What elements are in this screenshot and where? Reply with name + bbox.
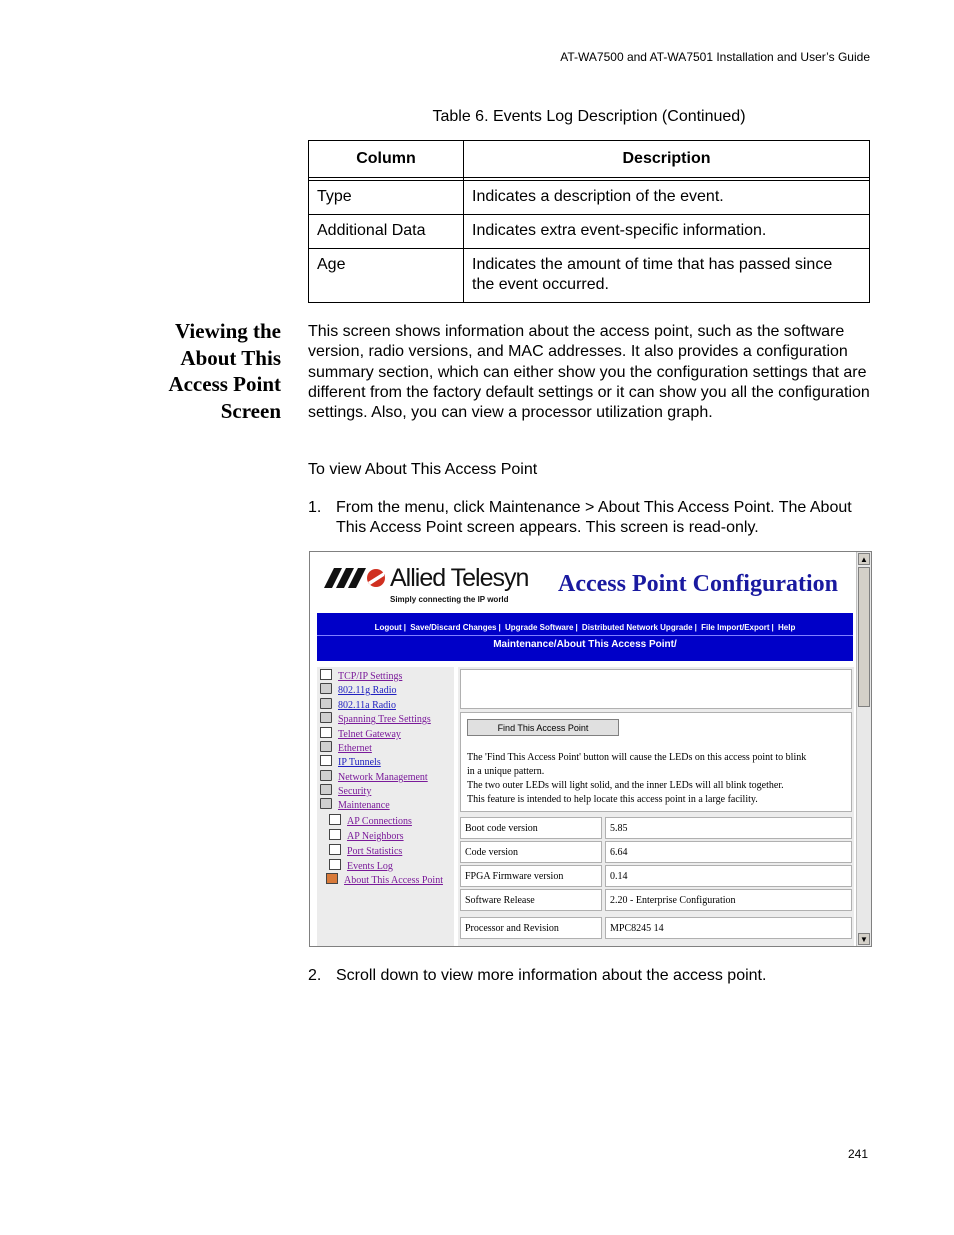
intro-paragraph: This screen shows information about the access point, such as the software version, radio versions, and MAC addresses. It also provides a configuration summary section, which can either show you the configuration settings that are different from the factory default settings or it can show you all the configuration settings. Also, you can view a processor utilization graph. <box>308 323 870 422</box>
scroll-up-icon[interactable]: ▲ <box>858 553 870 565</box>
logo-tagline: Simply connecting the IP world <box>390 595 509 604</box>
top-navbar <box>317 613 853 661</box>
submenu-item-events-log[interactable]: Events Log <box>329 859 393 873</box>
page-icon <box>320 727 332 738</box>
menu-item-security[interactable]: Security <box>320 784 371 798</box>
page-icon <box>320 669 332 680</box>
nav-help[interactable]: Help <box>778 623 796 632</box>
info-value: 0.14 <box>605 865 852 887</box>
info-row <box>460 817 852 839</box>
left-menu <box>317 667 454 947</box>
table-cell: Type <box>309 181 464 215</box>
nav-logout[interactable]: Logout <box>374 623 402 632</box>
folder-icon <box>320 712 332 723</box>
info-row <box>460 917 852 939</box>
page-icon <box>329 829 341 840</box>
selected-page-icon <box>326 873 338 884</box>
info-label: Processor and Revision <box>460 917 602 939</box>
menu-item-maintenance[interactable]: Maintenance <box>320 798 390 812</box>
info-value: 6.64 <box>605 841 852 863</box>
column-header: Column <box>309 141 464 178</box>
menu-item-802-11a[interactable]: 802.11a Radio <box>320 698 396 712</box>
submenu-item-ap-connections[interactable]: AP Connections <box>329 814 412 828</box>
nav-links: Logout | Save/Discard Changes | Upgrade Software | Distributed Network Upgrade | File Import/Export | Help <box>374 623 796 632</box>
banner <box>315 555 856 611</box>
page-icon <box>329 859 341 870</box>
info-value: MPC8245 14 <box>605 917 852 939</box>
scroll-down-icon[interactable]: ▼ <box>858 933 870 945</box>
events-log-table <box>308 140 870 303</box>
content-area <box>458 667 854 947</box>
info-value: 5.85 <box>605 817 852 839</box>
step-number: 2. <box>308 967 322 984</box>
folder-icon <box>320 770 332 781</box>
empty-panel <box>460 669 852 709</box>
section-heading <box>140 318 281 424</box>
nav-upgrade-software[interactable]: Upgrade Software <box>504 623 574 632</box>
step-1 <box>308 498 868 540</box>
page-icon <box>329 844 341 855</box>
page-number: 241 <box>847 1147 868 1161</box>
nav-save-discard[interactable]: Save/Discard Changes <box>410 623 497 632</box>
menu-item-network-management[interactable]: Network Management <box>320 770 428 784</box>
step-text: Scroll down to view more information about the access point. <box>336 967 767 984</box>
table-header-row <box>309 141 870 178</box>
scroll-thumb[interactable] <box>858 567 870 707</box>
info-label: Software Release <box>460 889 602 911</box>
folder-icon <box>320 698 332 709</box>
menu-item-ip-tunnels[interactable]: IP Tunnels <box>320 755 381 769</box>
page-icon <box>329 814 341 825</box>
page-icon <box>320 755 332 766</box>
info-row <box>460 889 852 911</box>
step-number: 1. <box>308 499 322 516</box>
table-cell: Indicates the amount of time that has passed since the event occurred. <box>464 249 870 303</box>
table-caption: Table 6. Events Log Description (Continued) <box>432 108 746 125</box>
step-text: From the menu, click Maintenance > About This Access Point. The About This Access Point screen appears. This screen is read-only. <box>336 499 852 536</box>
info-row <box>460 865 852 887</box>
folder-icon <box>320 683 332 694</box>
folder-icon <box>320 741 332 752</box>
breadcrumb: Maintenance/About This Access Point/ <box>493 639 677 650</box>
info-row <box>460 841 852 863</box>
submenu-item-about-access-point[interactable]: About This Access Point <box>326 873 443 887</box>
info-label: FPGA Firmware version <box>460 865 602 887</box>
table-row <box>309 249 870 303</box>
heading-line: About This <box>180 345 281 370</box>
guide-title: AT-WA7500 and AT-WA7501 Installation and User’s Guide <box>560 50 870 64</box>
info-value: 2.20 - Enterprise Configuration <box>605 889 852 911</box>
open-folder-icon <box>320 798 332 809</box>
menu-item-telnet-gateway[interactable]: Telnet Gateway <box>320 727 401 741</box>
nav-distributed-upgrade[interactable]: Distributed Network Upgrade <box>581 623 693 632</box>
info-label: Boot code version <box>460 817 602 839</box>
find-access-point-button[interactable]: Find This Access Point <box>467 719 619 736</box>
find-panel <box>460 712 852 812</box>
table-cell: Indicates extra event-specific information. <box>464 215 870 249</box>
heading-line: Screen <box>220 398 281 423</box>
heading-line: Access Point <box>168 372 281 396</box>
heading-line: Viewing the <box>175 319 281 343</box>
table-row <box>309 181 870 215</box>
menu-item-spanning-tree[interactable]: Spanning Tree Settings <box>320 712 431 726</box>
table-cell: Indicates a description of the event. <box>464 181 870 215</box>
find-description: The 'Find This Access Point' button will cause the LEDs on this access point to blink in a unique pattern. The two outer LEDs will light solid, and the inner LEDs will all blink together. This feature is intended to help locate this access point in a large facility. <box>467 752 807 805</box>
table-row <box>309 215 870 249</box>
procedure-title: To view About This Access Point <box>308 461 538 478</box>
submenu-item-port-statistics[interactable]: Port Statistics <box>329 844 402 858</box>
allied-telesyn-logo-icon <box>324 568 386 588</box>
vertical-scrollbar[interactable] <box>856 552 871 946</box>
folder-icon <box>320 784 332 795</box>
table-cell: Age <box>309 249 464 303</box>
table-cell: Additional Data <box>309 215 464 249</box>
app-title: Access Point Configuration <box>558 571 838 597</box>
description-header: Description <box>464 141 870 178</box>
menu-item-ethernet[interactable]: Ethernet <box>320 741 372 755</box>
nav-file-import-export[interactable]: File Import/Export <box>701 623 770 632</box>
step-2 <box>308 966 868 988</box>
info-label: Code version <box>460 841 602 863</box>
submenu-item-ap-neighbors[interactable]: AP Neighbors <box>329 829 404 843</box>
logo-name: Allied Telesyn <box>390 564 529 592</box>
screenshot-about-access-point <box>309 551 872 947</box>
menu-item-802-11g[interactable]: 802.11g Radio <box>320 683 397 697</box>
menu-item-tcp-ip[interactable]: TCP/IP Settings <box>320 669 402 683</box>
